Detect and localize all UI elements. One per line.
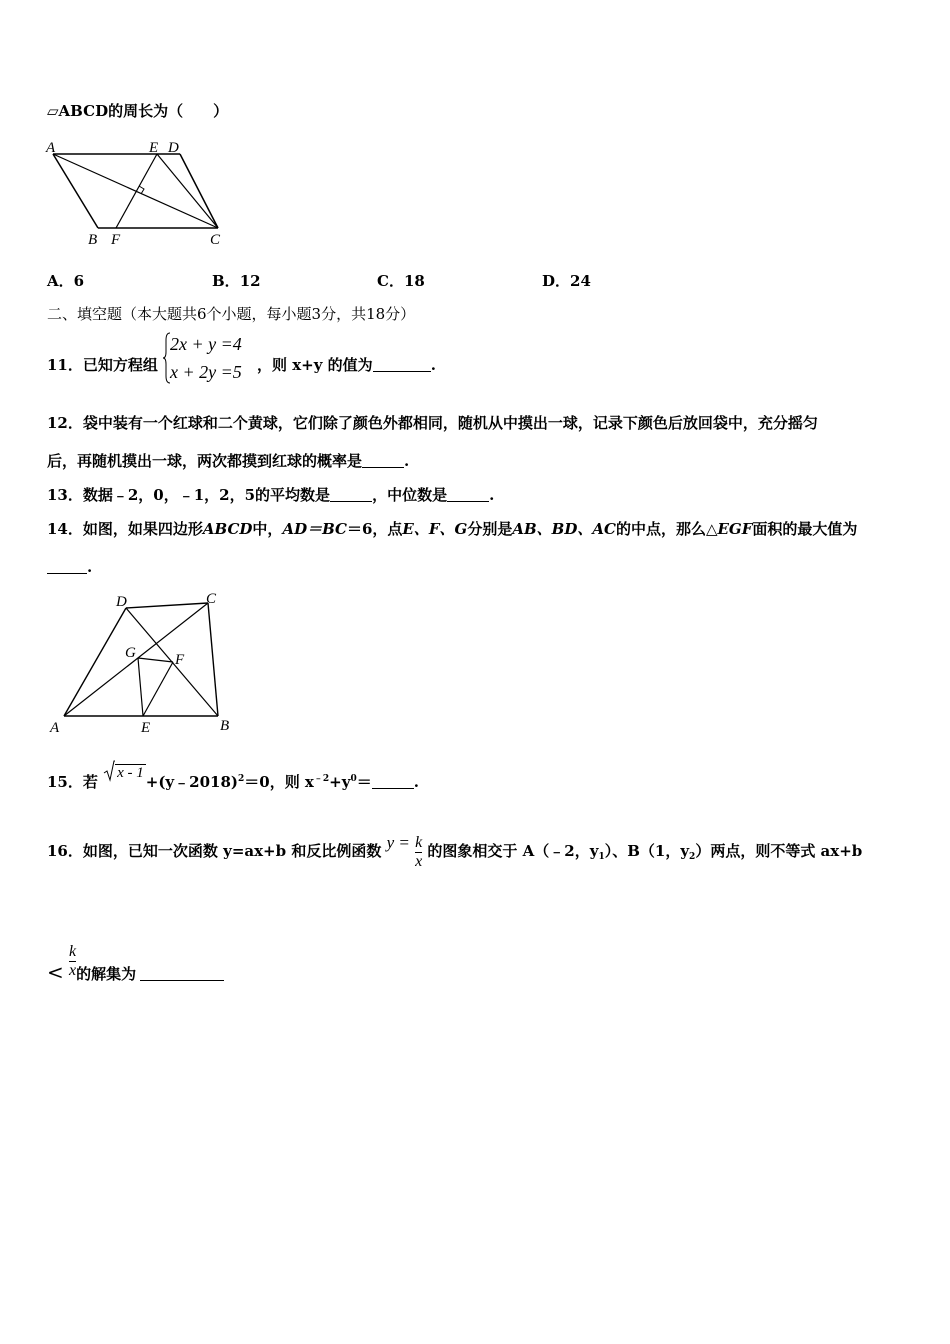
answer-blank <box>362 453 404 468</box>
label-C: C <box>210 232 221 248</box>
q11-tail: ，则 x+y 的值为 . <box>257 356 436 374</box>
segment-GE <box>138 658 143 716</box>
q10-option-b: B．12 <box>212 272 261 290</box>
q14-figure <box>44 588 244 736</box>
sqrt-expression: x - 1 <box>103 760 146 783</box>
segment-DC <box>126 603 208 608</box>
fraction-k-over-x: $\frac{k}{x}$ <box>415 833 423 870</box>
q12-line2: 后，再随机摸出一球，两次都摸到红球的概率是 . <box>47 452 410 470</box>
answer-blank <box>447 487 489 502</box>
q16-line1: 16．如图，已知一次函数 y=ax+b 和反比例函数 y = $\frac{k}{x}$ 的图象相交于 A（﹣2，$y_1$）、B（1，$y_2$）两点，则不等式 ax+b <box>47 833 863 870</box>
segment-AB <box>53 154 98 228</box>
label-D: D <box>168 140 179 156</box>
label-G: G <box>125 645 136 661</box>
q10-option-d: D．24 <box>542 272 591 290</box>
segment-GF <box>138 658 173 662</box>
segment-DC <box>180 154 218 228</box>
segment-CB <box>208 603 218 716</box>
q14-line1: 14．如图，如果四边形ABCD中，AD＝BC＝6，点E、F、G分别是AB、BD、AC的中点，那么△EGF面积的最大值为 <box>47 520 858 538</box>
q14-line2: . <box>47 557 92 577</box>
label-E: E <box>141 720 151 736</box>
section2-heading: 二、填空题（本大题共6个小题，每小题3分，共18分） <box>47 305 416 323</box>
fraction-k-over-x: $\frac{k}{x}$ <box>69 943 77 979</box>
answer-blank <box>372 774 414 789</box>
equation-2: x + 2y =5 <box>170 362 242 382</box>
equation-system <box>170 330 242 386</box>
radical-icon <box>103 760 115 782</box>
q16-line2: < $\frac{k}{x}$ 的解集为 <box>47 943 224 984</box>
q12-line1: 12．袋中装有一个红球和二个黄球，它们除了颜色外都相同，随机从中摸出一球，记录下颜色后放回袋中，充分摇匀 <box>47 414 818 432</box>
label-B: B <box>88 232 98 248</box>
q10-option-a: A．6 <box>47 272 85 290</box>
label-A: A <box>50 720 60 736</box>
label-B: B <box>220 718 230 734</box>
answer-blank <box>373 357 431 372</box>
q15-line: 15．若 x - 1 +(y﹣2018)$^2$＝0，则 $x^{﹣2}+y^0=$ . <box>47 760 419 792</box>
label-D: D <box>116 594 127 610</box>
answer-blank <box>140 966 224 981</box>
label-F: F <box>111 232 121 248</box>
label-C: C <box>206 591 217 607</box>
label-A: A <box>46 140 56 156</box>
segment-EF <box>116 154 157 228</box>
q10-option-c: C．18 <box>377 272 425 290</box>
label-F: F <box>175 652 185 668</box>
label-E: E <box>149 140 159 156</box>
q13-line: 13．数据﹣2，0，﹣1，2，5的平均数是 ，中位数是 . <box>47 486 495 504</box>
segment-AC <box>53 154 218 228</box>
segment-EC <box>157 154 218 228</box>
q10-figure <box>40 138 240 250</box>
segment-AD <box>64 608 126 716</box>
q10-stem: ▱ABCD的周长为（ ） <box>47 102 229 120</box>
answer-blank <box>330 487 372 502</box>
answer-blank <box>47 559 87 574</box>
equation-1: 2x + y =4 <box>170 334 242 354</box>
segment-FE <box>143 662 173 716</box>
q11-line: 11．已知方程组 <box>47 356 158 374</box>
